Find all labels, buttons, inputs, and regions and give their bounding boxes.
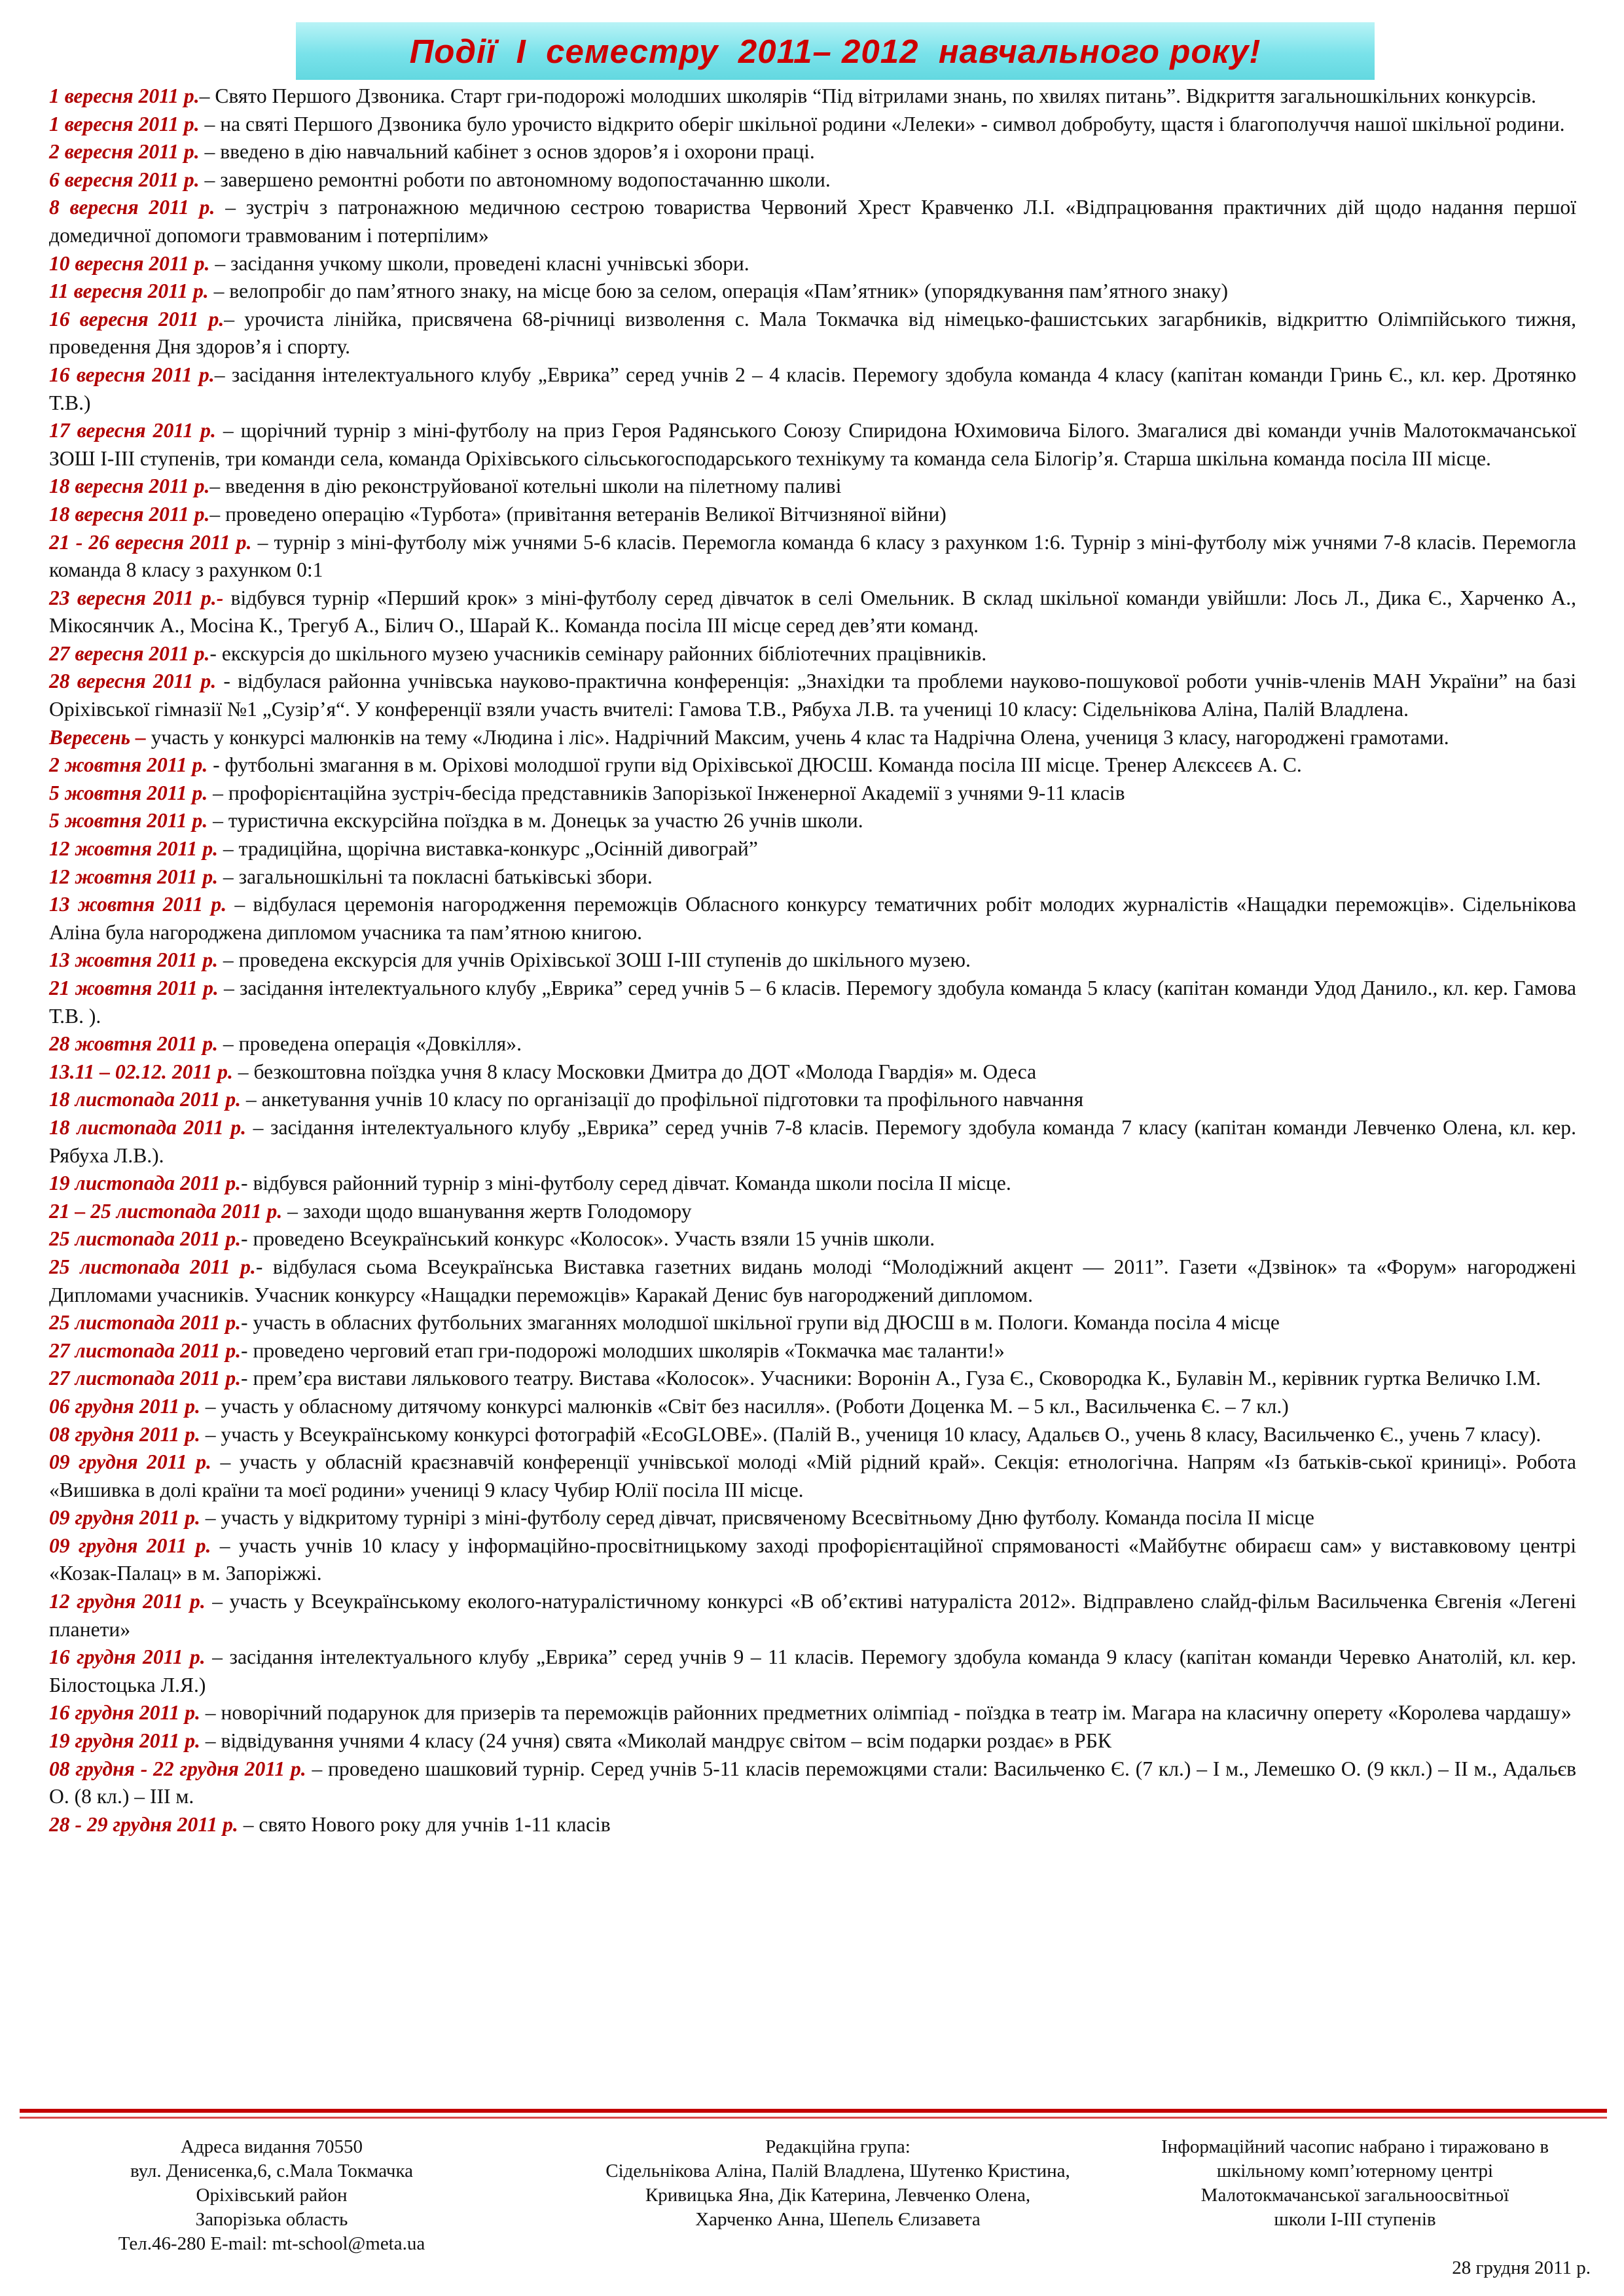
event-entry xyxy=(49,584,1576,640)
event-text: – введено в дію навчальний кабінет з основ здоров’я і охорони праці. xyxy=(199,140,815,164)
event-entry xyxy=(49,529,1576,584)
event-entry xyxy=(49,863,1576,891)
event-text: – заходи щодо вшанування жертв Голодомору xyxy=(282,1199,692,1223)
event-date: 21 жовтня 2011 р. xyxy=(49,977,219,999)
event-text: – проведена екскурсія для учнів Оріхівської ЗОШ І-ІІІ ступенів до шкільного музею. xyxy=(218,948,971,972)
event-entry xyxy=(49,1170,1576,1198)
event-text: – засідання інтелектуального клубу „Еврика” серед учнів 9 – 11 класів. Перемогу здобула команда 9 класу (капітан команди Черевко Анатолій, кл. кер. Білостоцька Л.Я.) xyxy=(49,1645,1576,1696)
info-line: шкільному комп’ютерному центрі xyxy=(1216,2161,1494,2181)
event-entry xyxy=(49,1253,1576,1309)
event-text: – традиційна, щорічна виставка-конкурс „Осінній дивограй” xyxy=(218,837,758,861)
event-entry xyxy=(49,1030,1576,1058)
event-date: 27 листопада 2011 р. xyxy=(49,1367,242,1390)
event-text: – відвідування учнями 4 класу (24 учня) свята «Миколай мандрує світом – всім подарки роздає» в РБК xyxy=(200,1729,1111,1753)
event-entry xyxy=(49,780,1576,808)
event-entry xyxy=(49,1532,1576,1588)
event-entry xyxy=(49,1643,1576,1699)
editors-line: Кривицька Яна, Дік Катерина, Левченко Олена, xyxy=(645,2185,1031,2206)
event-text: – урочиста лінійка, присвячена 68-річниці визволення с. Мала Токмачка від німецько-фашистських загарбників, відкриттю Олімпійського тижня, проведення Дня здоров’я і спорту. xyxy=(49,307,1576,359)
event-entry xyxy=(49,1198,1576,1226)
address-line: Запорізька область xyxy=(195,2209,348,2230)
event-date: 23 вересня 2011 р.- xyxy=(49,586,224,609)
event-entry xyxy=(49,891,1576,946)
event-date: 27 вересня 2011 р. xyxy=(49,641,210,665)
event-text: – туристична екскурсійна поїздка в м. Донецьк за участю 26 учнів школи. xyxy=(208,809,863,833)
page-title: Події І семестру 2011– 2012 навчального року! xyxy=(409,32,1261,70)
event-date: 10 вересня 2011 р. xyxy=(49,251,210,275)
event-text: – участь учнів 10 класу у інформаційно-просвітницькому заході профорієнтаційної спрямованості «Майбутнє обираєш сам» у виставковому центрі «Козак-Палац» в м. Запоріжжі. xyxy=(49,1534,1577,1585)
editors-line: Харченко Анна, Шепель Єлизавета xyxy=(695,2209,981,2230)
event-text: – проведено операцію «Турбота» (привітання ветеранів Великої Вітчизняної війни) xyxy=(209,502,947,526)
event-text: – анкетування учнів 10 класу по організації до профільної підготовки та профільного навчання xyxy=(241,1088,1084,1111)
event-entry xyxy=(49,1811,1576,1839)
event-entry xyxy=(49,807,1576,835)
event-date: 28 вересня 2011 р. xyxy=(49,670,217,693)
issue-date: 28 грудня 2011 р. xyxy=(1452,2257,1591,2278)
event-text: - участь в обласних футбольних змаганнях молодшої шкільної групи від ДЮСШ в м. Пологи. Команда посіла 4 місце xyxy=(241,1311,1280,1335)
footer-divider xyxy=(20,2109,1607,2113)
event-entry xyxy=(49,1421,1576,1449)
footer-editors xyxy=(511,2135,1165,2232)
event-text: – щорічний турнір з міні-футболу на приз Героя Радянського Союзу Спиридона Юхимовича Білого. Змагалися дві команди учнів Малотокмачанської ЗОШ І-ІІІ ступенів, три команди села, команда Оріхівського сільськогосподарського технікуму та команда села Білогір’я. Старша шкільна команда посіла ІІІ місце. xyxy=(49,419,1576,470)
info-line: Інформаційний часопис набрано і тиражовано в xyxy=(1161,2136,1549,2157)
event-text: – велопробіг до пам’ятного знаку, на місце бою за селом, операція «Пам’ятник» (упорядкування пам’ятного знаку) xyxy=(208,279,1228,303)
event-entry xyxy=(49,417,1576,473)
event-entry xyxy=(49,361,1576,417)
event-date: 28 жовтня 2011 р. xyxy=(49,1032,219,1056)
event-date: 5 жовтня 2011 р. xyxy=(49,809,208,833)
event-entry xyxy=(49,1337,1576,1365)
event-text: - відбувся районний турнір з міні-футболу серед дівчат. Команда школи посіла ІІ місце. xyxy=(241,1172,1011,1195)
event-date: 2 вересня 2011 р. xyxy=(49,140,200,164)
event-date: 17 вересня 2011 р. xyxy=(49,419,216,442)
event-entry xyxy=(49,473,1576,501)
event-date: 27 листопада 2011 р. xyxy=(49,1338,242,1362)
events-list xyxy=(49,82,1576,1839)
editors-heading: Редакційна група: xyxy=(765,2136,911,2157)
event-text: – загальношкільні та покласні батьківські збори. xyxy=(218,865,653,888)
event-text: – засідання учкому школи, проведені класні учнівські збори. xyxy=(209,251,749,275)
event-date: 21 – 25 листопада 2011 р. xyxy=(49,1199,283,1223)
event-date: Вересень – xyxy=(49,725,146,749)
event-entry xyxy=(49,82,1576,111)
footer xyxy=(39,2135,1591,2279)
event-date: 6 вересня 2011 р. xyxy=(49,168,200,191)
event-date: 16 вересня 2011 р. xyxy=(49,363,215,386)
event-entry xyxy=(49,1058,1576,1086)
event-entry xyxy=(49,1699,1576,1727)
event-text: – засідання інтелектуального клубу „Еврика” серед учнів 2 – 4 класів. Перемогу здобула команда 4 класу (капітан команди Гринь Є., кл. кер. Дротянко Т.В.) xyxy=(49,363,1577,414)
event-text: відбувся турнір «Перший крок» з міні-футболу серед дівчаток в селі Омельник. В склад шкільної команди увійшли: Лось Л., Дика Є., Харченко А., Мікосянчик А., Мосіна К., Трегуб А., Білич О., Шарай К.. Команда посіла ІІІ місце серед дев’яти команд. xyxy=(49,586,1576,637)
footer-address xyxy=(46,2135,497,2256)
event-text: – засідання інтелектуального клубу „Еврика” серед учнів 7-8 класів. Перемогу здобула команда 7 класу (капітан команди Левченко Олена, кл. кер. Рябуха Л.В.). xyxy=(49,1115,1576,1167)
address-line: вул. Денисенка,6, с.Мала Токмачка xyxy=(130,2161,414,2181)
event-entry xyxy=(49,1393,1576,1421)
event-date: 28 - 29 грудня 2011 р. xyxy=(49,1812,238,1836)
event-entry xyxy=(49,1086,1576,1114)
event-date: 25 листопада 2011 р. xyxy=(49,1227,242,1251)
event-date: 25 листопада 2011 р. xyxy=(49,1255,256,1278)
event-text: – свято Нового року для учнів 1-11 класів xyxy=(238,1812,611,1836)
event-date: 12 жовтня 2011 р. xyxy=(49,837,219,861)
event-date: 18 листопада 2011 р. xyxy=(49,1088,242,1111)
event-date: 12 жовтня 2011 р. xyxy=(49,865,219,888)
event-text: – участь у Всеукраїнському еколого-натуралістичному конкурсі «В об’єктиві натураліста 2012». Відправлено слайд-фільм Васильченка Євгенія «Легені планети» xyxy=(49,1590,1577,1641)
event-text: - проведено черговий етап гри-подорожі молодших школярів «Токмачка має таланти!» xyxy=(241,1338,1005,1362)
event-text: участь у конкурсі малюнків на тему «Людина і ліс». Надрічний Максим, учень 4 клас та Надрічна Олена, учениця 3 класу, нагороджені грамотами. xyxy=(145,725,1449,749)
event-text: – проведена операція «Довкілля». xyxy=(218,1032,522,1056)
info-line: Малотокмачанської загальноосвітньої xyxy=(1200,2185,1509,2206)
event-text: - прем’єра вистави лялькового театру. Вистава «Колосок». Учасники: Воронін А., Гуза Є., Сковородка К., Булавін М., керівник гуртка Величко І.М. xyxy=(241,1367,1541,1390)
event-date: 19 листопада 2011 р. xyxy=(49,1172,242,1195)
event-entry xyxy=(49,166,1576,194)
event-entry xyxy=(49,111,1576,139)
event-entry xyxy=(49,1225,1576,1253)
event-text: – відбулася церемонія нагородження переможців Обласного конкурсу тематичних робіт молодих журналістів «Нащадки переможців». Сідельнікова Аліна була нагороджена дипломом учасника та пам’ятною книгою. xyxy=(49,893,1576,944)
event-entry xyxy=(49,1504,1576,1532)
event-date: 16 грудня 2011 р. xyxy=(49,1645,206,1669)
event-text: - футбольні змагання в м. Оріхові молодшої групи від Оріхівської ДЮСШ. Команда посіла ІІІ місце. Тренер Алєксєєв А. С. xyxy=(208,753,1302,777)
event-date: 09 грудня 2011 р. xyxy=(49,1506,200,1530)
event-date: 18 вересня 2011 р. xyxy=(49,475,210,498)
event-date: 08 грудня 2011 р. xyxy=(49,1422,200,1446)
event-text: – зустріч з патронажною медичною сестрою товариства Червоний Хрест Кравченко Л.І. «Відпрацювання практичних дій щодо надання першої домедичної допомоги травмованим і потерпілим» xyxy=(49,196,1576,247)
event-date: 8 вересня 2011 р. xyxy=(49,196,215,219)
event-entry xyxy=(49,668,1576,723)
event-text: – проведено шашковий турнір. Серед учнів 5-11 класів переможцями стали: Васильченко Є. (7 кл.) – І м., Лемешко О. (9 ккл.) – ІІ м., Адальєв О. (8 кл.) – ІІІ м. xyxy=(49,1757,1576,1808)
event-date: 16 вересня 2011 р. xyxy=(49,307,225,331)
event-text: - проведено Всеукраїнський конкурс «Колосок». Участь взяли 15 учнів школи. xyxy=(241,1227,935,1251)
event-entry xyxy=(49,306,1576,361)
footer-divider-thin xyxy=(20,2117,1607,2119)
footer-info xyxy=(1119,2135,1591,2232)
event-date: 19 грудня 2011 р. xyxy=(49,1729,200,1753)
event-text: – участь у обласному дитячому конкурсі малюнків «Світ без насилля». (Роботи Доценка М. – 5 кл., Васильченка Є. – 7 кл.) xyxy=(200,1394,1289,1418)
event-entry xyxy=(49,946,1576,975)
event-entry xyxy=(49,1448,1576,1504)
event-date: 06 грудня 2011 р. xyxy=(49,1394,200,1418)
event-text: – засідання інтелектуального клубу „Еврика” серед учнів 5 – 6 класів. Перемогу здобула команда 5 класу (капітан команди Удод Данило., кл. кер. Гамова Т.В. ). xyxy=(49,977,1577,1028)
event-date: 2 жовтня 2011 р. xyxy=(49,753,208,777)
event-entry xyxy=(49,1727,1576,1755)
event-date: 1 вересня 2011 р. xyxy=(49,112,200,135)
event-text: – профорієнтаційна зустріч-бесіда представників Запорізької Інженерної Академії з учнями 9-11 класів xyxy=(208,781,1125,804)
event-entry xyxy=(49,835,1576,863)
event-date: 18 листопада 2011 р. xyxy=(49,1115,247,1139)
event-text: – участь у обласній краєзнавчій конференції учнівської молоді «Мій рідний край». Секція: етнологічна. Напрям «Із батьків-ської криниці». Робота «Вишивка в долі країни та моєї родини» учениці 9 класу Чубир Юлії посіла ІІІ місце. xyxy=(49,1450,1576,1501)
event-text: – завершено ремонтні роботи по автономному водопостачанню школи. xyxy=(199,168,831,191)
event-date: 12 грудня 2011 р. xyxy=(49,1590,206,1613)
event-date: 13 жовтня 2011 р. xyxy=(49,893,227,916)
event-date: 09 грудня 2011 р. xyxy=(49,1534,211,1557)
event-entry xyxy=(49,278,1576,306)
event-entry xyxy=(49,250,1576,278)
event-date: 18 вересня 2011 р. xyxy=(49,502,210,526)
address-line: Оріхівський район xyxy=(196,2185,348,2206)
event-date: 25 листопада 2011 р. xyxy=(49,1311,242,1335)
event-entry xyxy=(49,975,1576,1030)
event-date: 13 жовтня 2011 р. xyxy=(49,948,219,972)
event-date: 08 грудня - 22 грудня 2011 р. xyxy=(49,1757,306,1780)
event-date: 16 грудня 2011 р. xyxy=(49,1701,200,1725)
event-text: – на святі Першого Дзвоника було урочисто відкрито оберіг шкільної родини «Лелеки» - символ добробуту, щастя і благополуччя нашої шкільної родини. xyxy=(199,112,1565,135)
event-date: 13.11 – 02.12. 2011 р. xyxy=(49,1060,233,1083)
event-entry xyxy=(49,1114,1576,1170)
event-text: - відбулася районна учнівська науково-практична конференція: „Знахідки та проблеми науково-пошукової роботи учнів-членів МАН України” на базі Оріхівської гімназії №1 „Сузір’я“. У конференції взяли участь вчителі: Гамова Т.В., Рябуха Л.В. та учениці 10 класу: Сідельнікова Аліна, Палій Владлена. xyxy=(49,670,1577,721)
event-entry xyxy=(49,138,1576,166)
event-date: 5 жовтня 2011 р. xyxy=(49,781,208,804)
event-entry xyxy=(49,1365,1576,1393)
contact-line: Тел.46-280 E-mail: mt-school@meta.ua xyxy=(118,2233,425,2254)
editors-line: Сідельнікова Аліна, Палій Владлена, Шутенко Кристина, xyxy=(605,2161,1070,2181)
title-banner xyxy=(296,22,1375,80)
event-entry xyxy=(49,1755,1576,1811)
event-text: – участь у відкритому турнірі з міні-футболу серед дівчат, присвяченому Всесвітньому Дню футболу. Команда посіла ІІ місце xyxy=(200,1506,1314,1530)
address-line: Адреса видання 70550 xyxy=(180,2136,363,2157)
event-entry xyxy=(49,194,1576,249)
event-entry xyxy=(49,501,1576,529)
event-text: - відбулася сьома Всеукраїнська Виставка газетних видань молоді “Молодіжний акцент — 2011”. Газети «Дзвінок» та «Форум» нагороджені Дипломами учасників. Учасник конкурсу «Нащадки переможців» Каракай Денис був нагороджений дипломом. xyxy=(49,1255,1577,1306)
event-entry xyxy=(49,751,1576,780)
event-entry xyxy=(49,640,1576,668)
event-text: – введення в дію реконструйованої котельні школи на пілетному паливі xyxy=(209,475,842,498)
event-text: – участь у Всеукраїнському конкурсі фотографій «EcoGLOBE». (Палій В., учениця 10 класу, Адальєв О., учень 8 класу, Васильченко Є., учень 7 класу). xyxy=(200,1422,1542,1446)
event-date: 09 грудня 2011 р. xyxy=(49,1450,211,1474)
event-text: – турнір з міні-футболу між учнями 5-6 класів. Перемогла команда 6 класу з рахунком 1:6. Турнір з міні-футболу між учнями 7-8 класів. Перемогла команда 8 класу з рахунком 0:1 xyxy=(49,530,1576,582)
info-line: школи І-ІІІ ступенів xyxy=(1274,2209,1436,2230)
event-date: 21 - 26 вересня 2011 р. xyxy=(49,530,252,554)
event-text: – Свято Першого Дзвоника. Старт гри-подорожі молодших школярів “Під вітрилами знань, по хвилях питань”. Відкриття загальношкільних конкурсів. xyxy=(199,84,1536,107)
event-entry xyxy=(49,1588,1576,1643)
event-text: - екскурсія до шкільного музею учасників семінару районних бібліотечних працівників. xyxy=(209,641,987,665)
event-date: 1 вересня 2011 р. xyxy=(49,84,200,107)
event-date: 11 вересня 2011 р. xyxy=(49,279,209,303)
event-text: – новорічний подарунок для призерів та переможців районних предметних олімпіад - поїздка в театр ім. Магара на класичну оперету «Королева чардашу» xyxy=(200,1701,1572,1725)
event-entry xyxy=(49,1309,1576,1337)
event-entry xyxy=(49,724,1576,752)
event-text: – безкоштовна поїздка учня 8 класу Московки Дмитра до ДОТ «Молода Гвардія» м. Одеса xyxy=(232,1060,1037,1083)
